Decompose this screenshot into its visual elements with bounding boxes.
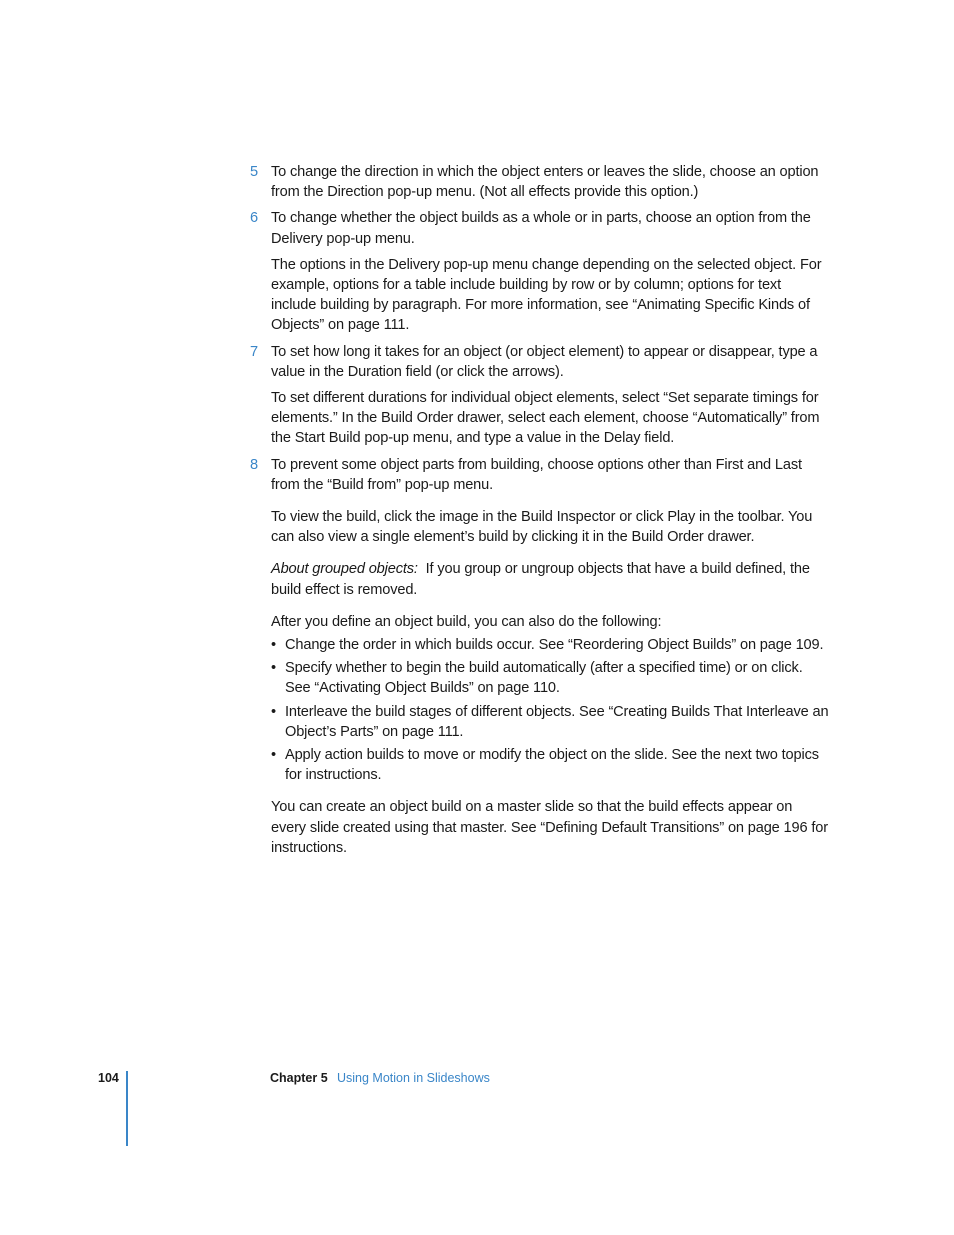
step-text: To change the direction in which the object enters or leaves the slide, choose an option from the Direction pop-up menu. (Not all effects provide this option.) <box>271 164 819 201</box>
step-7 <box>250 342 830 382</box>
list-item-text: Interleave the build stages of different objects. See “Creating Builds That Interleave an Object’s Parts” on page 111. <box>285 703 829 740</box>
note-text: If you group or ungroup objects that have a build defined, the build effect is removed. <box>271 561 810 598</box>
bullet-glyph: • <box>271 660 276 677</box>
bullet-glyph: • <box>271 703 276 720</box>
step-text: To set how long it takes for an object (or object element) to appear or disappear, type a value in the Duration field (or click the arrows). <box>271 343 818 380</box>
page-body <box>250 162 830 864</box>
step-5 <box>250 162 830 202</box>
step-6 <box>250 208 830 248</box>
bullet-list <box>271 635 830 785</box>
list-item <box>271 635 830 655</box>
step-text: To prevent some object parts from building, choose options other than First and Last from the “Build from” pop-up menu. <box>271 456 802 493</box>
list-item <box>271 745 830 785</box>
step-number: 8 <box>250 456 258 473</box>
step-note: To set different durations for individual object elements, select “Set separate timings for elements.” In the Build Order drawer, select each element, choose “Automatically” from the Start Build pop-up menu, and type a value in the Delay field. <box>271 390 820 447</box>
master-slide-paragraph: You can create an object build on a master slide so that the build effects appear on every slide created using that master. See “Defining Default Transitions” on page 196 for instructions. <box>271 799 828 856</box>
grouped-objects-note <box>271 559 830 599</box>
list-item <box>271 702 830 742</box>
step-number: 5 <box>250 164 258 180</box>
chapter-title: Using Motion in Slideshows <box>337 1071 490 1085</box>
view-build-paragraph: To view the build, click the image in the Build Inspector or click Play in the toolbar. You can also view a single element’s build by clicking it in the Build Order drawer. <box>271 509 813 546</box>
bullet-glyph: • <box>271 747 276 764</box>
list-item-text: Specify whether to begin the build automatically (after a specified time) or on click. See “Activating Object Builds” on page 110. <box>285 660 803 697</box>
list-item-text: Apply action builds to move or modify the object on the slide. See the next two topics for instructions. <box>285 747 819 784</box>
step-8 <box>250 455 830 495</box>
step-number: 7 <box>250 343 258 360</box>
bullet-intro: After you define an object build, you can also do the following: <box>271 613 662 630</box>
page-number: 104 <box>98 1071 119 1085</box>
step-text: To change whether the object builds as a whole or in parts, choose an option from the Delivery pop-up menu. <box>271 210 811 247</box>
note-lead: About grouped objects: <box>271 561 418 578</box>
step-note: The options in the Delivery pop-up menu change depending on the selected object. For example, options for a table include building by row or by column; options for text include building by paragraph. For more information, see “Animating Specific Kinds of Objects” on page 111. <box>271 256 822 334</box>
chapter-label: Chapter 5 <box>270 1071 328 1085</box>
step-number: 6 <box>250 210 258 227</box>
bullet-glyph: • <box>271 637 276 654</box>
list-item-text: Change the order in which builds occur. See “Reordering Object Builds” on page 109. <box>285 637 824 654</box>
list-item <box>271 658 830 698</box>
footer-divider <box>126 1071 128 1146</box>
